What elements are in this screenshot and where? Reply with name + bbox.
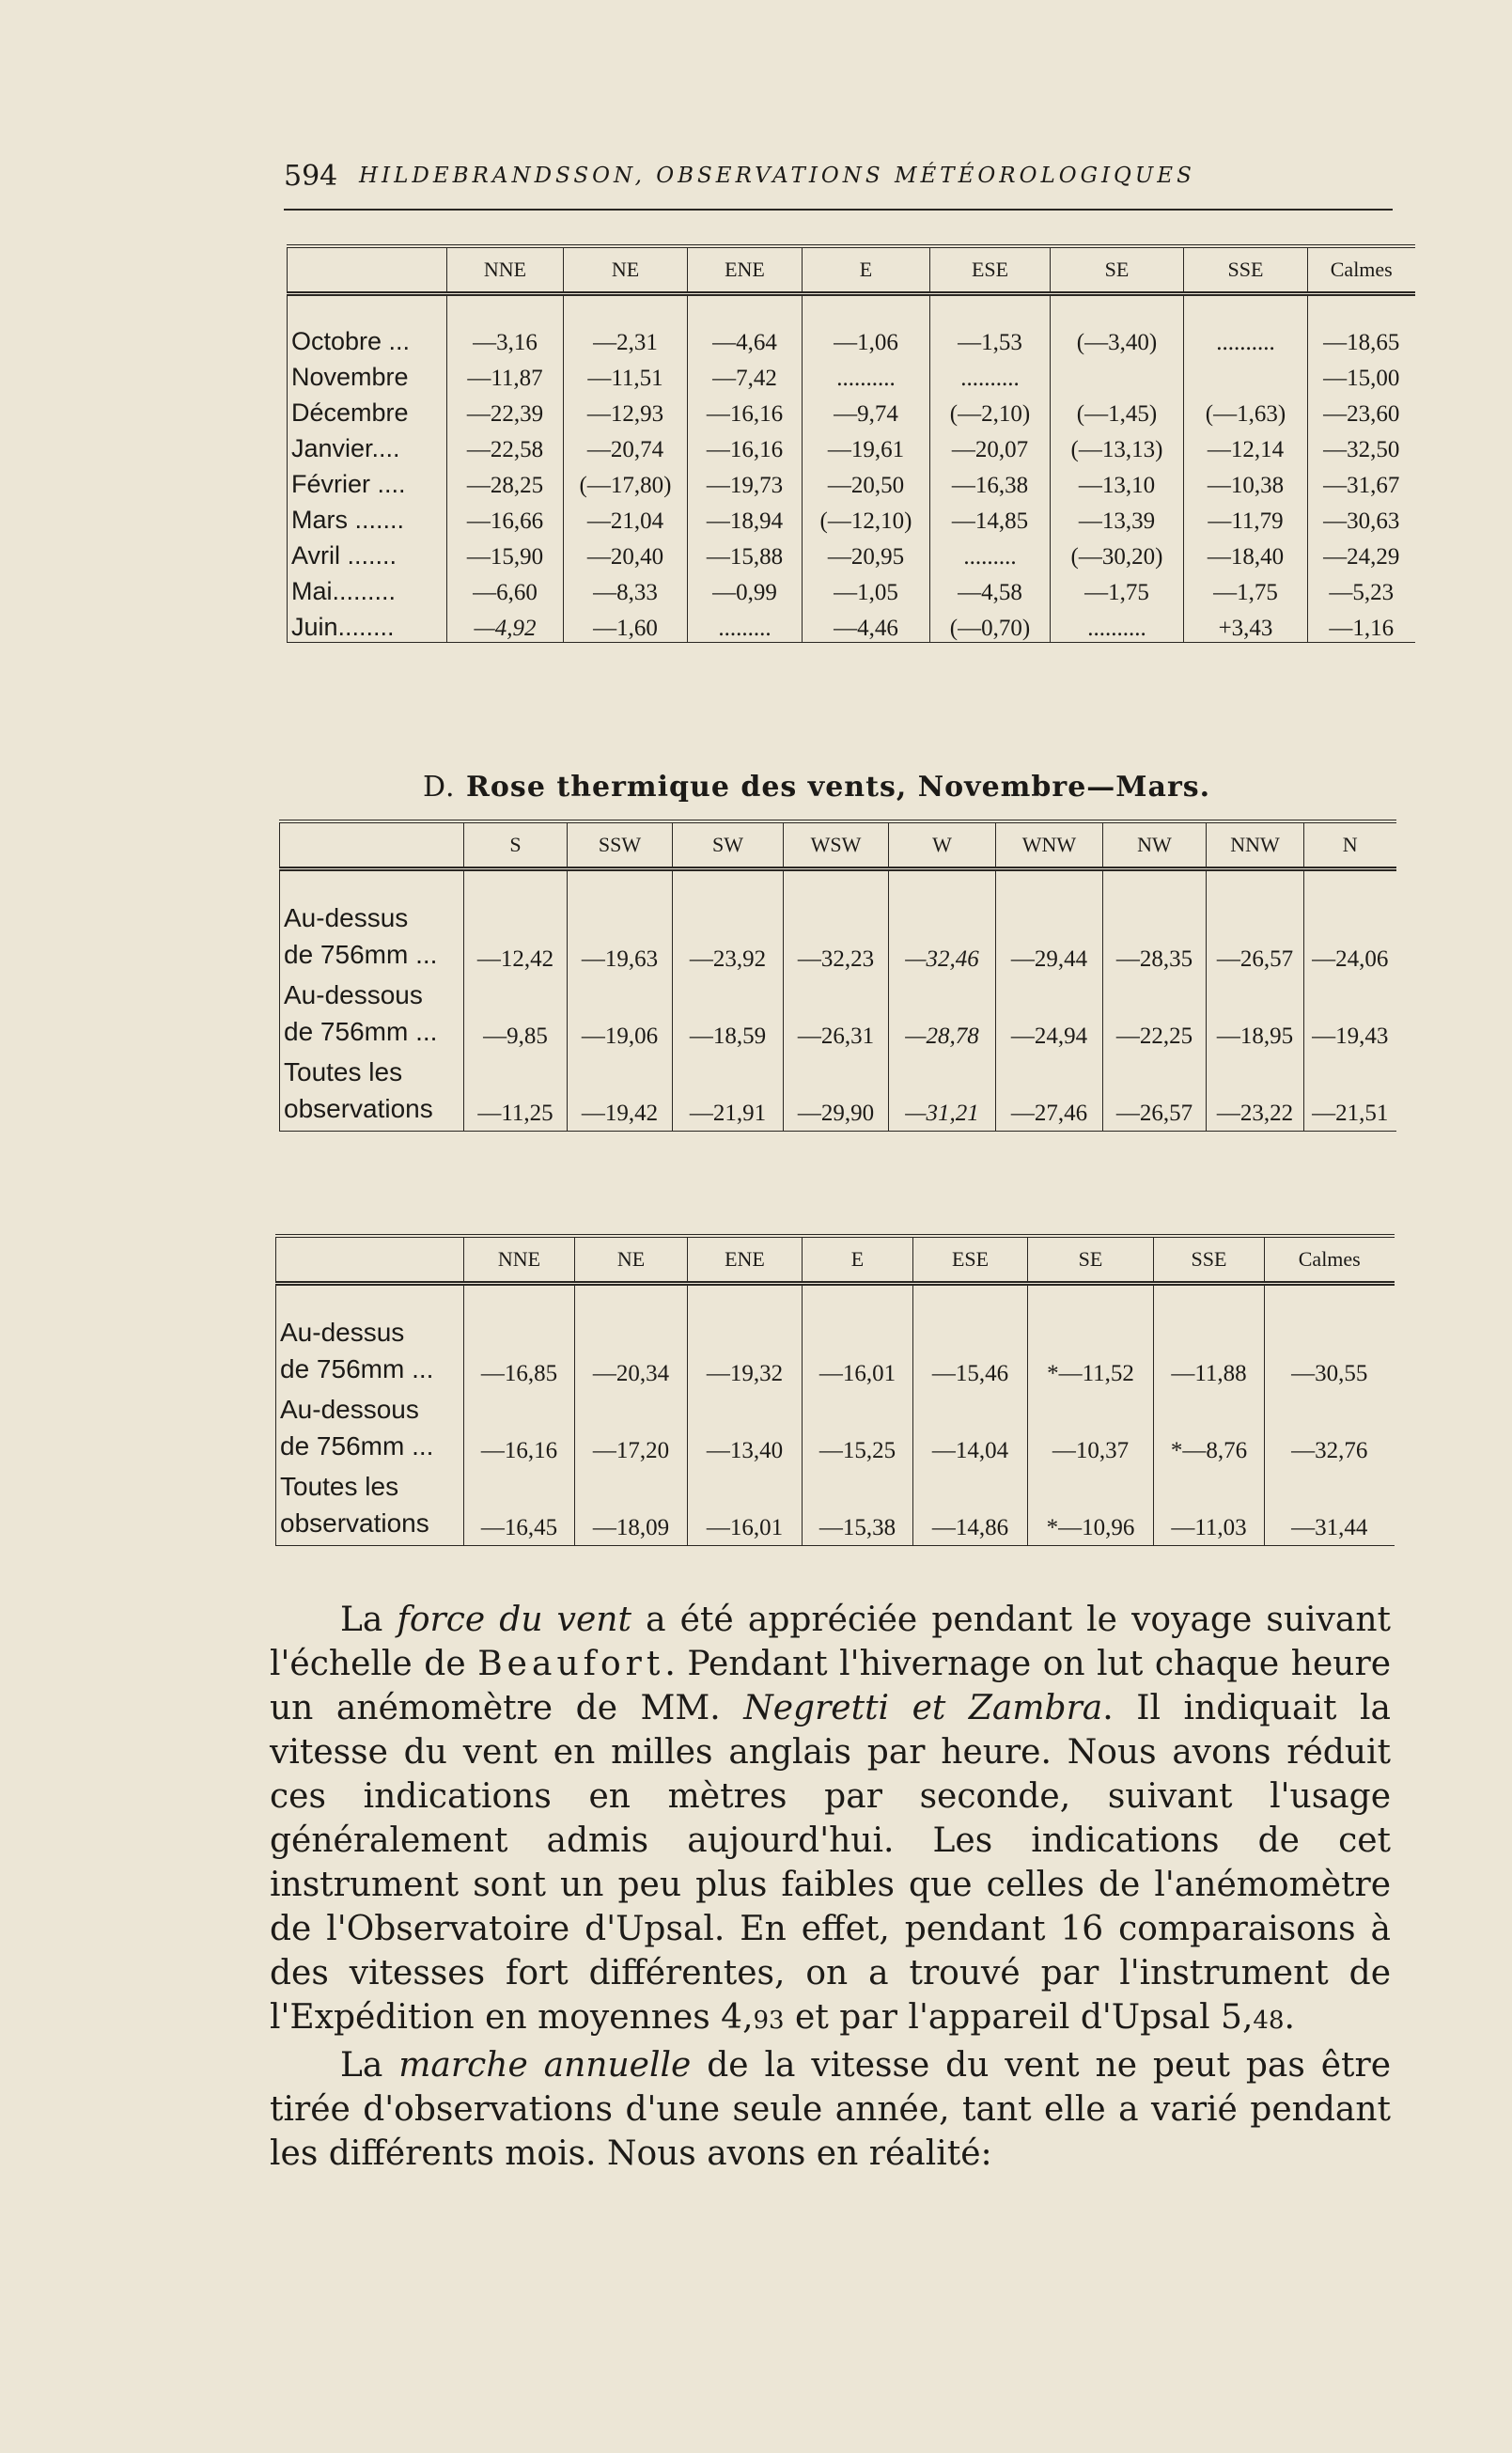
table-cell: —1,75 xyxy=(1184,570,1308,606)
table-cell: —31,44 xyxy=(1265,1468,1395,1546)
text-segment: . xyxy=(1284,1998,1295,2037)
text-segment: . Pendant l'hivernage on lut chaque heure un anémomètre de MM. xyxy=(270,1645,1391,1727)
table-row xyxy=(280,869,1396,977)
row-label xyxy=(280,977,464,1054)
table-cell: —8,33 xyxy=(564,570,688,606)
column-header-se: SE xyxy=(1051,246,1184,294)
text-segment: et par l'appareil d'Upsal 5, xyxy=(784,1998,1254,2037)
table-cell: —28,78 xyxy=(889,977,996,1054)
table-cell: —20,34 xyxy=(575,1284,688,1392)
row-label xyxy=(280,1054,464,1132)
table-row xyxy=(280,977,1396,1054)
table-cell: —18,65 xyxy=(1308,294,1415,357)
column-header-wnw: WNW xyxy=(996,821,1103,869)
table-cell: —24,06 xyxy=(1304,869,1396,977)
row-label: Octobre ... xyxy=(288,294,447,357)
text-segment: de la vitesse du vent ne peut pas être tirée d'observations d'une seule année, tant elle a varié pendant les différents mois. Nous avons en réalité: xyxy=(270,2046,1391,2173)
table-cell: —30,63 xyxy=(1308,499,1415,535)
row-label-line: Au-dessous xyxy=(280,1395,419,1424)
table-cell: —18,59 xyxy=(673,977,784,1054)
table-cell: —16,38 xyxy=(930,463,1051,499)
wind-temperature-table-months xyxy=(287,244,1415,643)
row-label-line: de 756mm ... xyxy=(280,1431,434,1461)
table-cell: —3,16 xyxy=(447,294,564,357)
table-row xyxy=(288,570,1415,606)
column-header-nne: NNE xyxy=(447,246,564,294)
row-label: Décembre xyxy=(288,392,447,428)
table-cell: —15,90 xyxy=(447,535,564,570)
table-cell: —22,39 xyxy=(447,392,564,428)
column-header-ese: ESE xyxy=(930,246,1051,294)
text-segment: La xyxy=(340,1601,397,1639)
table-cell: —4,46 xyxy=(803,606,930,643)
table-cell: —24,29 xyxy=(1308,535,1415,570)
column-header-sse: SSE xyxy=(1154,1236,1265,1284)
table-cell: (—3,40) xyxy=(1051,294,1184,357)
table-cell: —30,55 xyxy=(1265,1284,1395,1392)
table-cell: —9,85 xyxy=(464,977,568,1054)
table-cell: (—2,10) xyxy=(930,392,1051,428)
table-cell: —28,25 xyxy=(447,463,564,499)
column-header-ne: NE xyxy=(575,1236,688,1284)
column-header-calmes: Calmes xyxy=(1265,1236,1395,1284)
table-cell: —4,64 xyxy=(688,294,803,357)
table-row xyxy=(276,1391,1395,1468)
table-cell: .......... xyxy=(1051,606,1184,643)
column-header-w: W xyxy=(889,821,996,869)
table-cell: —2,31 xyxy=(564,294,688,357)
table-cell: —21,51 xyxy=(1304,1054,1396,1132)
table-cell: —21,91 xyxy=(673,1054,784,1132)
row-label-line: Au-dessus xyxy=(280,1318,405,1347)
table-cell: —1,53 xyxy=(930,294,1051,357)
table-cell: —16,66 xyxy=(447,499,564,535)
table-cell: —20,74 xyxy=(564,428,688,463)
table-cell: —19,32 xyxy=(688,1284,803,1392)
table-cell: —15,00 xyxy=(1308,356,1415,392)
table-cell: (—1,45) xyxy=(1051,392,1184,428)
table-row xyxy=(288,535,1415,570)
text-segment: Negretti et Zambra xyxy=(743,1689,1103,1727)
table-cell: —12,42 xyxy=(464,869,568,977)
table-cell: —5,23 xyxy=(1308,570,1415,606)
row-label: Juin........ xyxy=(288,606,447,643)
text-segment: marche annuelle xyxy=(398,2046,692,2085)
table-row xyxy=(288,606,1415,643)
table-cell: —26,31 xyxy=(784,977,889,1054)
table-cell: —31,67 xyxy=(1308,463,1415,499)
corner-cell xyxy=(276,1236,464,1284)
table-header-row xyxy=(280,821,1396,869)
table-cell: —18,95 xyxy=(1207,977,1304,1054)
table-cell: —11,79 xyxy=(1184,499,1308,535)
table-cell: —12,14 xyxy=(1184,428,1308,463)
text-segment: a été appréciée pendant le voyage suivant l'échelle de xyxy=(270,1601,1392,1683)
table-cell: —32,23 xyxy=(784,869,889,977)
column-header-se: SE xyxy=(1028,1236,1154,1284)
column-header-ese: ESE xyxy=(913,1236,1028,1284)
table-cell: —10,38 xyxy=(1184,463,1308,499)
text-segment: . Il indiquait la vitesse du vent en milles anglais par heure. Nous avons réduit ces indications en mètres par seconde, suivant l'usage généralement admis aujourd'hui. Les indications de cet instrument sont un peu plus faibles que celles de l'anémomètre de l'Observatoire d'Upsal. En effet, pendant 16 comparaisons à des vitesses fort différentes, on a trouvé par l'instrument de l'Expédition en moyennes 4, xyxy=(270,1689,1391,2037)
column-header-ene: ENE xyxy=(688,246,803,294)
table-cell: (—13,13) xyxy=(1051,428,1184,463)
thermal-wind-rose-table-east xyxy=(275,1234,1395,1546)
table-cell: —16,16 xyxy=(688,392,803,428)
table-cell: —19,73 xyxy=(688,463,803,499)
row-label-line: de 756mm ... xyxy=(284,1017,438,1046)
table-cell: —23,22 xyxy=(1207,1054,1304,1132)
table-cell: ......... xyxy=(688,606,803,643)
row-label: Mai......... xyxy=(288,570,447,606)
table-cell: .......... xyxy=(803,356,930,392)
table-cell: —20,07 xyxy=(930,428,1051,463)
column-header-ne: NE xyxy=(564,246,688,294)
table-cell: —32,46 xyxy=(889,869,996,977)
row-label-line: Toutes les xyxy=(284,1057,403,1086)
column-header-ene: ENE xyxy=(688,1236,803,1284)
table-cell: —11,51 xyxy=(564,356,688,392)
row-label: Novembre xyxy=(288,356,447,392)
table-cell: —13,40 xyxy=(688,1391,803,1468)
column-header-nw: NW xyxy=(1103,821,1207,869)
table-row xyxy=(288,499,1415,535)
table-cell: —23,60 xyxy=(1308,392,1415,428)
table-cell: —22,25 xyxy=(1103,977,1207,1054)
table-cell: —19,06 xyxy=(568,977,673,1054)
table-cell: .......... xyxy=(1184,294,1308,357)
paragraph-annual-course xyxy=(270,2043,1391,2176)
table-cell: —19,63 xyxy=(568,869,673,977)
row-label-line: observations xyxy=(280,1508,429,1538)
table-cell: —12,93 xyxy=(564,392,688,428)
corner-cell xyxy=(280,821,464,869)
table-cell: —14,85 xyxy=(930,499,1051,535)
table-cell: *—10,96 xyxy=(1028,1468,1154,1546)
column-header-e: E xyxy=(803,246,930,294)
table-cell: —22,58 xyxy=(447,428,564,463)
table-cell: —7,42 xyxy=(688,356,803,392)
table-cell: —1,16 xyxy=(1308,606,1415,643)
table-cell: —21,04 xyxy=(564,499,688,535)
table-cell: —14,86 xyxy=(913,1468,1028,1546)
table-cell: —4,92 xyxy=(447,606,564,643)
text-segment: 93 xyxy=(753,2007,785,2035)
column-header-nnw: NNW xyxy=(1207,821,1304,869)
table-cell: *—11,52 xyxy=(1028,1284,1154,1392)
corner-cell xyxy=(288,246,447,294)
row-label xyxy=(280,869,464,977)
row-label: Février .... xyxy=(288,463,447,499)
row-label: Mars ....... xyxy=(288,499,447,535)
row-label xyxy=(276,1468,464,1546)
table-row xyxy=(288,294,1415,357)
table-cell: (—1,63) xyxy=(1184,392,1308,428)
table-cell: —32,76 xyxy=(1265,1391,1395,1468)
row-label xyxy=(276,1391,464,1468)
table-cell: —16,85 xyxy=(464,1284,575,1392)
table-cell: —1,06 xyxy=(803,294,930,357)
row-label-line: Au-dessus xyxy=(284,903,409,932)
table-cell: .......... xyxy=(930,356,1051,392)
table-row xyxy=(276,1468,1395,1546)
table-row xyxy=(288,463,1415,499)
table-cell: *—8,76 xyxy=(1154,1391,1265,1468)
running-header xyxy=(284,160,1393,197)
table-cell: —16,16 xyxy=(688,428,803,463)
table-row xyxy=(288,356,1415,392)
table-cell: —16,45 xyxy=(464,1468,575,1546)
table-cell: —13,39 xyxy=(1051,499,1184,535)
column-header-s: S xyxy=(464,821,568,869)
table-cell: —11,87 xyxy=(447,356,564,392)
column-header-wsw: WSW xyxy=(784,821,889,869)
row-label: Avril ....... xyxy=(288,535,447,570)
table-cell: —15,25 xyxy=(803,1391,913,1468)
body-text xyxy=(270,1598,1391,2176)
text-segment: Beaufort xyxy=(477,1645,665,1683)
page-number: 594 xyxy=(284,160,338,193)
table-row xyxy=(276,1284,1395,1392)
table-cell: —1,05 xyxy=(803,570,930,606)
table-cell: —18,94 xyxy=(688,499,803,535)
table-cell: —15,38 xyxy=(803,1468,913,1546)
table-cell: —11,25 xyxy=(464,1054,568,1132)
section-title xyxy=(423,771,1269,804)
table-cell: —1,75 xyxy=(1051,570,1184,606)
table-cell: —4,58 xyxy=(930,570,1051,606)
column-header-calmes: Calmes xyxy=(1308,246,1415,294)
row-label-line: de 756mm ... xyxy=(284,940,438,969)
table-cell: —15,88 xyxy=(688,535,803,570)
table-cell: —18,40 xyxy=(1184,535,1308,570)
paragraph-wind-force xyxy=(270,1598,1391,2043)
row-label-line: Au-dessous xyxy=(284,980,423,1009)
table-cell: —16,01 xyxy=(803,1284,913,1392)
table-header-row xyxy=(288,246,1415,294)
table-cell: —23,92 xyxy=(673,869,784,977)
row-label: Janvier.... xyxy=(288,428,447,463)
table-cell: —28,35 xyxy=(1103,869,1207,977)
column-header-e: E xyxy=(803,1236,913,1284)
table-cell: (—12,10) xyxy=(803,499,930,535)
text-segment: La xyxy=(340,2046,399,2085)
column-header-sse: SSE xyxy=(1184,246,1308,294)
table-cell: (—0,70) xyxy=(930,606,1051,643)
row-label-line: observations xyxy=(284,1094,433,1123)
table-cell: —29,44 xyxy=(996,869,1103,977)
column-header-n: N xyxy=(1304,821,1396,869)
table-cell: —11,88 xyxy=(1154,1284,1265,1392)
table-cell: —16,01 xyxy=(688,1468,803,1546)
column-header-nne: NNE xyxy=(464,1236,575,1284)
table-row xyxy=(288,428,1415,463)
column-header-ssw: SSW xyxy=(568,821,673,869)
table-cell: —19,43 xyxy=(1304,977,1396,1054)
table-cell: —16,16 xyxy=(464,1391,575,1468)
table-cell: —14,04 xyxy=(913,1391,1028,1468)
header-rule xyxy=(284,209,1393,211)
table-cell: —20,50 xyxy=(803,463,930,499)
section-letter: D. xyxy=(423,771,456,804)
table-cell: —13,10 xyxy=(1051,463,1184,499)
table-cell: —29,90 xyxy=(784,1054,889,1132)
table-cell: —20,95 xyxy=(803,535,930,570)
table-cell: —9,74 xyxy=(803,392,930,428)
table-header-row xyxy=(276,1236,1395,1284)
table-cell: —15,46 xyxy=(913,1284,1028,1392)
table-cell: —26,57 xyxy=(1103,1054,1207,1132)
table-cell: —27,46 xyxy=(996,1054,1103,1132)
table-cell: —32,50 xyxy=(1308,428,1415,463)
table-cell: ......... xyxy=(930,535,1051,570)
table-cell: —19,42 xyxy=(568,1054,673,1132)
table-cell: —1,60 xyxy=(564,606,688,643)
table-cell: —11,03 xyxy=(1154,1468,1265,1546)
table-row xyxy=(288,392,1415,428)
table-cell: —19,61 xyxy=(803,428,930,463)
table-cell: —31,21 xyxy=(889,1054,996,1132)
row-label-line: de 756mm ... xyxy=(280,1354,434,1383)
table-cell: —10,37 xyxy=(1028,1391,1154,1468)
table-cell: (—17,80) xyxy=(564,463,688,499)
table-cell: —6,60 xyxy=(447,570,564,606)
section-heading: Rose thermique des vents, Novembre—Mars. xyxy=(465,771,1211,804)
table-cell: —17,20 xyxy=(575,1391,688,1468)
table-cell: —26,57 xyxy=(1207,869,1304,977)
column-header-sw: SW xyxy=(673,821,784,869)
row-label-line: Toutes les xyxy=(280,1472,399,1501)
table-cell: —20,40 xyxy=(564,535,688,570)
table-cell: —18,09 xyxy=(575,1468,688,1546)
table-row xyxy=(280,1054,1396,1132)
text-segment: force du vent xyxy=(397,1601,631,1639)
running-title: HILDEBRANDSSON, OBSERVATIONS MÉTÉOROLOGIQUES xyxy=(359,164,1195,188)
table-cell xyxy=(1184,356,1308,392)
table-cell xyxy=(1051,356,1184,392)
text-segment: 48 xyxy=(1253,2007,1285,2035)
thermal-wind-rose-table-west xyxy=(279,820,1396,1132)
row-label xyxy=(276,1284,464,1392)
table-cell: +3,43 xyxy=(1184,606,1308,643)
table-cell: —24,94 xyxy=(996,977,1103,1054)
table-cell: —0,99 xyxy=(688,570,803,606)
table-cell: (—30,20) xyxy=(1051,535,1184,570)
